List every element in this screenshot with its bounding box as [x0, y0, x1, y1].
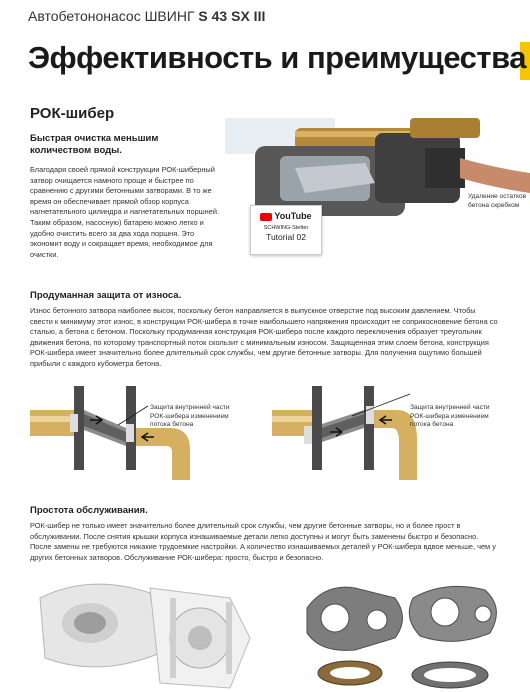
section-title-service: Простота обслуживания.	[30, 505, 148, 516]
section-title-wear: Продуманная защита от износа.	[30, 290, 182, 301]
diagram-label-left: Защита внутренней части РОК-шибера изменением потока бетона	[150, 404, 230, 428]
section-title-rock-valve: РОК-шибер	[30, 105, 115, 122]
page-title: Эффективность и преимущества	[28, 40, 526, 75]
document-header	[28, 8, 265, 24]
model-prefix: Автобетононасос ШВИНГ	[28, 8, 195, 24]
valve-flow-diagram-right	[272, 380, 492, 485]
diagram-label-right: Защита внутренней части РОК-шибера изменением потока бетона	[410, 404, 490, 428]
intro-paragraph: Благодаря своей прямой конструкции РОК-шиберный затвор очищается намного проще и быстрее по сравнению с другими бетонными затворами. В то же время он обеспечивает прямой обзор корпуса нагнетательного цилиндра и нагнетательных поршней. Таким образом, насосную) батарею можно легко и удобно очистить всего за два хода поршня. Это экономит воду и сокращает время, необходимое для очистки.	[30, 165, 220, 259]
model-name: S 43 SX III	[198, 8, 266, 24]
wear-paragraph: Износ бетонного затвора наиболее высок, поскольку бетон направляется в выпускное отверстие под высоким давлением. Чтобы свести к минимуму этот износ, в конструкции РОК-шибера в точке наибольшего напряжения происходит не соприкосновение бетона со сталью, а бетона с бетоном. Поскольку продуманная конструкция РОК-шибера после каждого переключения образует треугольник движения бетона, по которому транспортный поток скользит с минимальным износом. Защищенная этим слоем бетона, конструкция РОК-шибера имеет значительно более длительный срок службы, чем другие бетонные затворы. Для получения ощутимо большей прибыли с каждого кубометра бетона.	[30, 306, 498, 368]
video-channel: SCHWING-Stetter	[263, 225, 309, 231]
play-icon	[260, 213, 272, 221]
video-label: Tutorial 02	[266, 232, 306, 242]
valve-housing-photo	[30, 578, 275, 692]
photo-callout: Удаление остатков бетона скребком	[468, 193, 527, 209]
valve-flow-diagram-left	[30, 380, 250, 485]
youtube-video-badge[interactable]	[250, 205, 322, 255]
service-paragraph: РОК-шибер не только имеет значительно более длительный срок службы, чем другие бетонные затворы, но и более прост в обслуживании. После снятия крышки корпуса изнашиваемые детали легко доступны и могут быть заменены быстро и безопасно. После замены не требуются никакие трудоемкие настройки. А количество изнашиваемых деталей у РОК-шибера вдвое меньше, чем у других бетонных затворов. Обслуживание РОК-шибера: просто, быстро и безопасно.	[30, 521, 496, 562]
wear-parts-photo	[295, 578, 515, 692]
section-subtitle: Быстрая очистка меньшим количеством воды.	[30, 133, 159, 156]
youtube-logo: YouTube	[251, 211, 321, 221]
